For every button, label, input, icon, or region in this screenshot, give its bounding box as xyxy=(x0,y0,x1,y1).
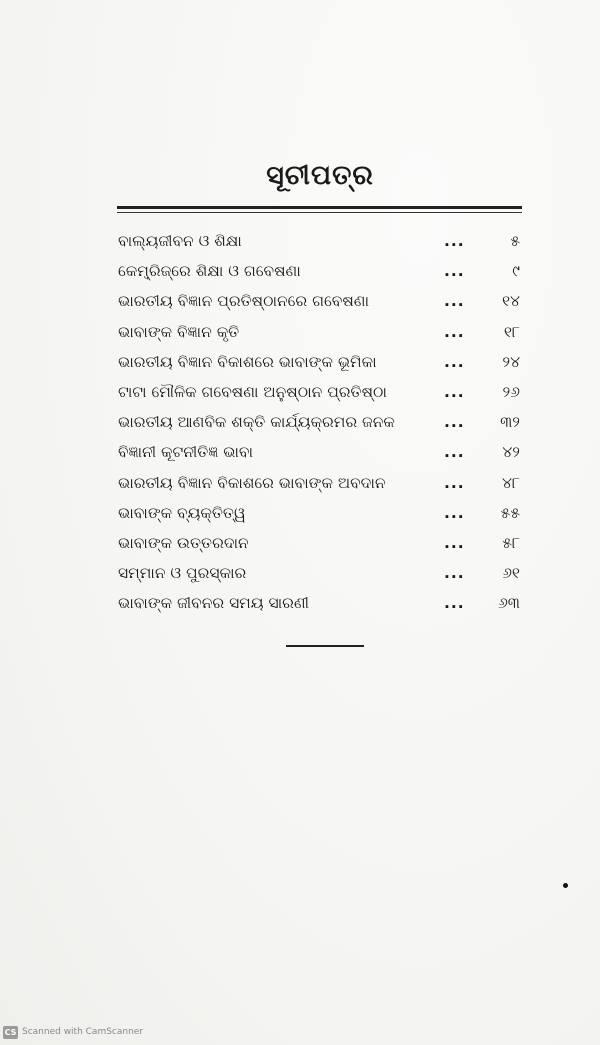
toc-entry-title: ଭାରତୀୟ ବିଜ୍ଞାନ ପ୍ରତିଷ୍ଠାନରେ ଗବେଷଣା xyxy=(118,292,370,311)
camscanner-watermark xyxy=(3,1024,143,1040)
toc-leader-dots: ... xyxy=(444,262,465,281)
toc-entry-title: ଟାଟା ମୌଳିକ ଗବେଷଣା ଅନୁଷ୍ଠାନ ପ୍ରତିଷ୍ଠା xyxy=(118,382,387,401)
toc-row xyxy=(118,528,522,558)
page-title: ସୂଚୀପତ୍ର xyxy=(266,160,374,191)
toc-leader-dots: ... xyxy=(444,473,465,492)
toc-page-number: ୫ xyxy=(510,232,520,250)
toc-row xyxy=(118,226,522,256)
toc-row xyxy=(118,558,522,588)
toc-leader-dots: ... xyxy=(444,322,465,341)
toc-row xyxy=(118,407,522,437)
toc-page-number: ୬୩ xyxy=(498,594,520,613)
toc-row xyxy=(118,256,522,286)
table-of-contents xyxy=(118,226,522,618)
toc-entry-title: ଭାବାଙ୍କ ଉତ୍ତରଦାନ xyxy=(118,533,249,552)
title-underline-thick xyxy=(117,206,522,209)
toc-entry-title: ଭାବାଙ୍କ ଜୀବନର ସମୟ ସାରଣୀ xyxy=(118,594,309,613)
scan-speck xyxy=(563,883,568,888)
toc-entry-title: କେମ୍ବ୍ରିଜ୍‌ରେ ଶିକ୍ଷା ଓ ଗବେଷଣା xyxy=(118,262,301,281)
toc-entry-title: ଭାରତୀୟ ଆଣବିକ ଶକ୍ତି କାର୍ଯ୍ୟକ୍ରମର ଜନକ xyxy=(118,413,395,432)
toc-row xyxy=(118,468,522,498)
toc-entry-title: ଭାରତୀୟ ବିଜ୍ଞାନ ବିକାଶରେ ଭାବାଙ୍କ ଭୂମିକା xyxy=(118,352,377,371)
toc-leader-dots: ... xyxy=(444,533,465,552)
toc-page-number: ୩୨ xyxy=(500,413,520,432)
toc-entry-title: ଭାରତୀୟ ବିଜ୍ଞାନ ବିକାଶରେ ଭାବାଙ୍କ ଅବଦାନ xyxy=(118,473,386,492)
toc-leader-dots: ... xyxy=(444,232,465,250)
toc-entry-title: ଭାବାଙ୍କ ବ୍ୟକ୍ତିତ୍ୱ xyxy=(118,503,246,522)
toc-entry-title: ବିଜ୍ଞାନୀ କୂଟନୀତିଜ୍ଞ ଭାବା xyxy=(118,443,254,462)
toc-page-number: ୯ xyxy=(512,262,520,281)
toc-leader-dots: ... xyxy=(444,564,465,583)
toc-row xyxy=(118,437,522,467)
toc-row xyxy=(118,317,522,347)
toc-page-number: ୫୫ xyxy=(500,503,520,522)
toc-page-number: ୫୮ xyxy=(502,533,520,552)
toc-leader-dots: ... xyxy=(444,443,465,462)
toc-page-number: ୨୬ xyxy=(502,382,520,401)
toc-page-number: ୬୧ xyxy=(502,564,520,583)
toc-page-number: ୨୪ xyxy=(502,352,520,371)
toc-row xyxy=(118,498,522,528)
title-underline-thin xyxy=(117,212,522,213)
toc-page-number: ୧୮ xyxy=(503,322,520,341)
toc-leader-dots: ... xyxy=(444,292,465,311)
toc-leader-dots: ... xyxy=(444,503,465,522)
toc-page-number: ୧୪ xyxy=(501,292,520,311)
camscanner-logo-icon: CS xyxy=(4,1027,17,1037)
toc-entry-title: ଭାବାଙ୍କ ବିଜ୍ଞାନ କୃତି xyxy=(118,322,240,341)
toc-leader-dots: ... xyxy=(444,594,465,613)
toc-row xyxy=(118,588,522,618)
toc-leader-dots: ... xyxy=(444,382,465,401)
toc-page-number: ୪୨ xyxy=(502,443,520,462)
watermark-text: Scanned with CamScanner xyxy=(22,1027,144,1037)
end-divider xyxy=(286,645,364,647)
toc-leader-dots: ... xyxy=(444,413,465,432)
toc-entry-title: ସମ୍ମାନ ଓ ପୁରସ୍କାର xyxy=(118,564,247,583)
toc-page-number: ୪୮ xyxy=(501,473,520,492)
toc-leader-dots: ... xyxy=(444,352,465,371)
toc-row xyxy=(118,347,522,377)
toc-entry-title: ବାଲ୍ୟଜୀବନ ଓ ଶିକ୍ଷା xyxy=(118,232,242,250)
toc-row xyxy=(118,286,522,316)
toc-row xyxy=(118,377,522,407)
